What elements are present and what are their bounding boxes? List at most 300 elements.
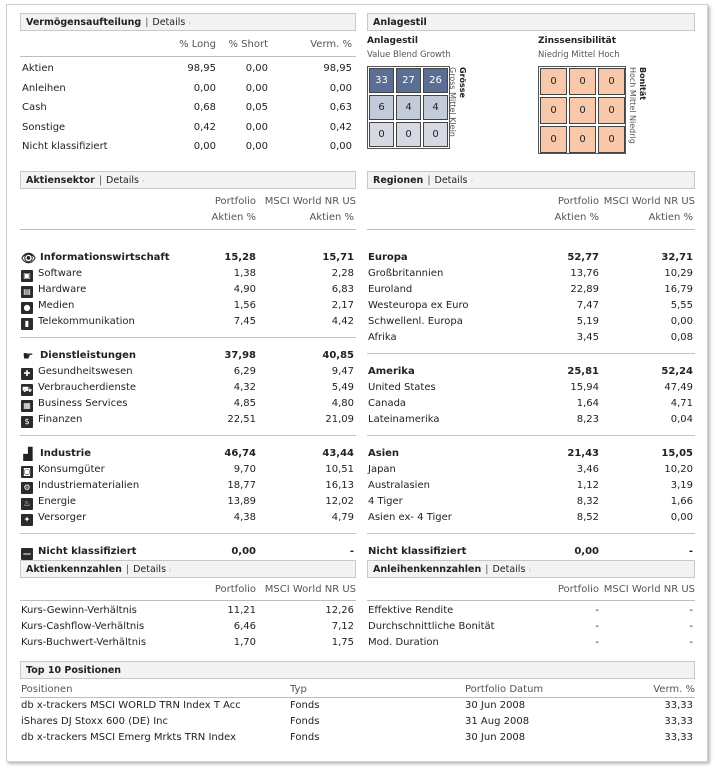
holding-weight: 33,33	[664, 716, 693, 727]
sector-portfolio: 1,38	[233, 268, 256, 279]
allocation-label: Nicht klassifiziert	[22, 141, 108, 152]
hand-icon: ☛	[22, 349, 34, 363]
region-row	[367, 494, 695, 510]
col-short: % Short	[228, 39, 268, 50]
holding-date: 30 Jun 2008	[465, 700, 526, 711]
sector-unclassified-name: Nicht klassifiziert	[38, 546, 137, 557]
top10-col-type: Typ	[290, 684, 307, 695]
stat-row	[20, 635, 356, 651]
fixed-style-cell: 0	[598, 126, 625, 153]
car-icon: ◙	[21, 466, 33, 478]
section-divider	[20, 533, 356, 534]
style-box-header	[367, 13, 695, 31]
region-index: 4,71	[670, 398, 693, 409]
equity-style-cell: 0	[396, 122, 421, 147]
equity-stats-rows	[20, 603, 356, 651]
region-row	[367, 462, 695, 478]
holding-type: Fonds	[290, 716, 320, 727]
regions-title: Regionen	[373, 175, 424, 186]
details-arrow-icon: ›	[141, 177, 145, 185]
stat-portfolio: -	[595, 637, 599, 648]
top10-col-weight: Verm. %	[653, 684, 695, 695]
fixed-quality-labels: Hoch Mittel Niedrig	[628, 67, 637, 144]
region-group-row	[367, 364, 695, 380]
sector-group-index: 40,85	[322, 350, 354, 361]
style-box-panel	[367, 13, 695, 151]
stat-row	[367, 635, 695, 651]
sector-row	[20, 494, 356, 510]
region-index: 0,00	[670, 316, 693, 327]
stat-row	[20, 603, 356, 619]
fixed-style-cell: 0	[540, 126, 567, 153]
sector-index: 21,09	[325, 414, 354, 425]
top10-header	[20, 661, 695, 679]
sector-group-index: 15,71	[322, 252, 354, 263]
region-unclassified-index: -	[688, 546, 693, 557]
fixed-quality-title: Bonität	[638, 67, 647, 101]
sector-portfolio: 4,38	[233, 512, 256, 523]
stat-portfolio: 1,70	[233, 637, 256, 648]
regions-col-portfolio: Portfolio	[557, 196, 599, 207]
holding-date: 30 Jun 2008	[465, 732, 526, 743]
asset-allocation-title: Vermögensaufteilung	[26, 17, 142, 28]
stat-index: 12,26	[325, 605, 354, 616]
stat-index: -	[689, 605, 693, 616]
sector-name: Telekommunikation	[38, 316, 135, 327]
minus-icon: —	[23, 549, 31, 558]
region-portfolio: 22,89	[570, 284, 599, 295]
section-divider	[20, 435, 356, 436]
stat-portfolio: 11,21	[227, 605, 256, 616]
section-divider	[367, 435, 695, 436]
region-portfolio: 3,46	[576, 464, 599, 475]
factory-icon: ▟	[23, 447, 33, 461]
sector-portfolio: 4,85	[233, 398, 256, 409]
fixed-style-cell: 0	[598, 68, 625, 95]
region-group-name: Amerika	[368, 366, 415, 377]
details-arrow-icon: ›	[169, 566, 172, 574]
fixed-style-cell: 0	[598, 97, 625, 124]
sector-col-index-unit: Aktien %	[309, 212, 354, 223]
region-group-row	[367, 250, 695, 266]
holding-type: Fonds	[290, 700, 320, 711]
region-name: United States	[368, 382, 436, 393]
phone-icon: ▮	[21, 318, 33, 330]
sector-name: Gesundheitswesen	[38, 366, 133, 377]
asset-allocation-header: Vermögensaufteilung | Details ›	[20, 13, 356, 31]
asset-allocation-details-link[interactable]: Details	[152, 17, 186, 28]
equity-style-cell: 33	[369, 68, 394, 93]
region-group-index: 15,05	[661, 448, 693, 459]
hardware-icon: ▤	[21, 286, 33, 298]
region-index: 0,00	[670, 512, 693, 523]
sector-name: Business Services	[38, 398, 128, 409]
allocation-short: 0,00	[245, 63, 268, 74]
region-group-name: Europa	[368, 252, 408, 263]
fixed-style-cell: 0	[569, 126, 596, 153]
sector-details-link[interactable]: Details	[106, 175, 139, 186]
sector-row	[20, 396, 356, 412]
equity-stats-col-portfolio: Portfolio	[214, 584, 256, 595]
sector-index: 2,28	[331, 268, 354, 279]
sector-group-portfolio: 37,98	[224, 350, 256, 361]
document-icon: ▦	[21, 400, 33, 412]
region-row	[367, 380, 695, 396]
regions-details-link[interactable]: Details	[434, 175, 468, 186]
sector-col-headers-2	[20, 210, 356, 226]
equity-style-cell: 0	[369, 122, 394, 147]
bond-stats-col-headers	[367, 582, 695, 598]
equity-style-cell: 4	[396, 95, 421, 120]
stat-index: 1,75	[331, 637, 354, 648]
region-portfolio: 13,76	[570, 268, 599, 279]
equity-stats-header: Aktienkennzahlen | Details ›	[20, 560, 356, 578]
region-row	[367, 282, 695, 298]
region-unclassified-row	[367, 544, 695, 560]
allocation-net: 0,00	[329, 82, 352, 94]
sector-group-row	[20, 446, 356, 462]
stat-portfolio: 6,46	[233, 621, 256, 632]
regions-col-portfolio-unit: Aktien %	[554, 212, 599, 223]
top10-title: Top 10 Positionen	[26, 665, 122, 676]
region-group-index: 52,24	[661, 366, 693, 377]
sector-group-name: Informationswirtschaft	[40, 252, 170, 263]
equity-size-title: Grösse	[458, 67, 467, 98]
region-name: 4 Tiger	[368, 496, 403, 507]
details-arrow-icon: ›	[470, 177, 474, 185]
region-index: 0,04	[670, 414, 693, 425]
stat-label: Kurs-Cashflow-Verhältnis	[21, 621, 145, 632]
fixed-style-cell: 0	[540, 68, 567, 95]
health-icon: ✚	[21, 368, 33, 380]
top10-col-headers	[20, 683, 695, 697]
stat-index: -	[689, 637, 693, 648]
equity-style-grid	[367, 66, 450, 149]
regions-col-headers-1	[367, 194, 695, 210]
holding-type: Fonds	[290, 732, 320, 743]
sector-index: 12,02	[325, 496, 354, 507]
microphone-icon: ●	[21, 302, 33, 314]
region-name: Australasien	[368, 480, 430, 491]
stat-portfolio: -	[595, 605, 599, 616]
sector-group-portfolio: 15,28	[224, 252, 256, 263]
sector-row	[20, 266, 356, 282]
region-name: Afrika	[368, 332, 397, 343]
fixed-style-col-labels: Niedrig Mittel Hoch	[538, 50, 620, 60]
sector-name: Medien	[38, 300, 75, 311]
section-divider	[20, 337, 356, 338]
holding-name: db x-trackers MSCI Emerg Mrkts TRN Index	[21, 732, 236, 743]
allocation-short: 0,05	[245, 102, 268, 113]
regions-rows	[367, 250, 695, 560]
sector-row	[20, 364, 356, 380]
region-index: 3,19	[670, 480, 693, 491]
allocation-row	[20, 59, 356, 79]
region-row	[367, 330, 695, 346]
bond-stats-col-index: MSCI World NR US	[603, 584, 695, 595]
asset-allocation-rows	[20, 59, 356, 157]
allocation-short: 0,00	[245, 121, 268, 133]
region-portfolio: 1,64	[576, 398, 599, 409]
sector-portfolio: 7,45	[233, 316, 256, 327]
bond-stats-header: Anleihenkennzahlen | Details ›	[367, 560, 695, 578]
region-index: 1,66	[670, 496, 693, 507]
bond-stats-rows	[367, 603, 695, 651]
region-portfolio: 7,47	[576, 300, 599, 311]
fixed-style-cell: 0	[569, 68, 596, 95]
equity-style-title: Anlagestil	[367, 36, 418, 46]
allocation-long: 0,00	[193, 82, 216, 94]
sector-index: 4,80	[331, 398, 354, 409]
sector-col-headers-1	[20, 194, 356, 210]
sector-panel	[20, 171, 356, 560]
sector-name: Industriematerialien	[38, 480, 140, 491]
holding-date: 31 Aug 2008	[465, 716, 530, 727]
region-portfolio: 8,23	[576, 414, 599, 425]
equity-style-cell: 0	[423, 122, 448, 147]
section-divider	[367, 353, 695, 354]
region-row	[367, 412, 695, 428]
allocation-long: 0,42	[193, 121, 216, 133]
equity-size-labels: Gross Mittel Klein	[448, 67, 457, 137]
region-row	[367, 396, 695, 412]
flame-icon: ♨	[21, 498, 33, 510]
stat-index: 7,12	[331, 621, 354, 632]
region-name: Westeuropa ex Euro	[368, 300, 469, 311]
equity-stats-col-index: MSCI World NR US	[264, 584, 356, 595]
regions-panel	[367, 171, 695, 560]
sector-name: Hardware	[38, 284, 87, 295]
gear-icon: ⚙	[21, 482, 33, 494]
sector-row	[20, 412, 356, 428]
allocation-row	[20, 137, 356, 157]
region-index: 47,49	[664, 382, 693, 393]
software-icon: ▣	[21, 270, 33, 282]
region-group-index: 32,71	[661, 252, 693, 263]
sector-portfolio: 1,56	[233, 300, 256, 311]
section-divider	[367, 533, 695, 534]
equity-stats-panel	[20, 560, 356, 651]
region-row	[367, 510, 695, 526]
allocation-long: 98,95	[187, 63, 216, 74]
allocation-label: Aktien	[22, 63, 54, 74]
equity-style-cell: 6	[369, 95, 394, 120]
sector-index: 4,79	[331, 512, 354, 523]
region-name: Großbritannien	[368, 268, 444, 279]
region-portfolio: 5,19	[576, 316, 599, 327]
sector-index: 10,51	[325, 464, 354, 475]
sector-portfolio: 6,29	[233, 366, 256, 377]
stat-portfolio: -	[595, 621, 599, 632]
sector-row	[20, 462, 356, 478]
sector-unclassified-index: -	[349, 546, 354, 557]
equity-style-cell: 4	[423, 95, 448, 120]
region-name: Asien ex- 4 Tiger	[368, 512, 452, 523]
fixed-style-cell: 0	[569, 97, 596, 124]
equity-stats-title: Aktienkennzahlen	[26, 564, 122, 575]
cart-icon: ⛟	[21, 385, 33, 394]
equity-stats-details-link[interactable]: Details	[133, 564, 167, 575]
sector-portfolio: 4,32	[233, 382, 256, 393]
regions-header: Regionen | Details ›	[367, 171, 695, 189]
dollar-icon: $	[21, 416, 33, 428]
allocation-net: 0,00	[329, 141, 352, 152]
top10-rows	[20, 698, 695, 746]
details-arrow-icon: ›	[528, 566, 532, 574]
sector-row	[20, 282, 356, 298]
sector-name: Software	[38, 268, 83, 279]
bond-stats-title: Anleihenkennzahlen	[373, 564, 482, 575]
allocation-row	[20, 98, 356, 118]
equity-style-cell: 26	[423, 68, 448, 93]
sector-col-index: MSCI World NR US	[264, 196, 356, 207]
sector-portfolio: 13,89	[227, 496, 256, 507]
region-group-row	[367, 446, 695, 462]
region-row	[367, 266, 695, 282]
top10-col-name: Positionen	[21, 684, 73, 695]
portfolio-report	[6, 4, 708, 762]
sector-group-portfolio: 46,74	[224, 448, 256, 459]
col-net: Verm. %	[310, 39, 352, 50]
allocation-row	[20, 79, 356, 99]
fixed-style-cell: 0	[540, 97, 567, 124]
sector-rows	[20, 250, 356, 560]
stat-row	[367, 603, 695, 619]
fixed-style-title: Zinssensibilität	[538, 36, 617, 46]
equity-style-cell: 27	[396, 68, 421, 93]
stat-label: Mod. Duration	[368, 637, 439, 648]
holding-name: db x-trackers MSCI WORLD TRN Index T Acc	[21, 700, 241, 711]
bond-stats-panel	[367, 560, 695, 651]
bond-stats-col-portfolio: Portfolio	[557, 584, 599, 595]
holding-row[interactable]	[20, 698, 695, 714]
holding-weight: 33,33	[664, 700, 693, 711]
sector-row	[20, 510, 356, 526]
bulb-icon: ✦	[21, 514, 33, 526]
regions-col-index-unit: Aktien %	[648, 212, 693, 223]
sector-group-row	[20, 250, 356, 266]
top10-col-date: Portfolio Datum	[465, 684, 544, 695]
region-group-name: Asien	[368, 448, 400, 459]
allocation-short: 0,00	[245, 141, 268, 152]
details-arrow-icon: ›	[188, 19, 192, 27]
region-name: Schwellenl. Europa	[368, 316, 463, 327]
allocation-long: 0,68	[193, 102, 216, 113]
top10-panel	[20, 661, 695, 746]
region-group-portfolio: 21,43	[567, 448, 599, 459]
holding-weight: 33,33	[664, 732, 693, 743]
allocation-label: Cash	[22, 102, 47, 113]
stat-label: Durchschnittliche Bonität	[368, 621, 495, 632]
allocation-label: Anleihen	[22, 82, 66, 94]
holding-name: iShares DJ Stoxx 600 (DE) Inc	[21, 716, 168, 727]
sector-row	[20, 298, 356, 314]
sector-name: Konsumgüter	[38, 464, 105, 475]
sector-row	[20, 380, 356, 396]
sector-unclassified-row	[20, 544, 356, 560]
region-index: 10,20	[664, 464, 693, 475]
regions-col-headers-2	[367, 210, 695, 226]
sector-index: 5,49	[331, 382, 354, 393]
region-unclassified-name: Nicht klassifiziert	[368, 546, 467, 557]
sector-portfolio: 22,51	[227, 414, 256, 425]
sector-portfolio: 18,77	[227, 480, 256, 491]
allocation-row	[20, 118, 356, 138]
region-row	[367, 314, 695, 330]
region-portfolio: 15,94	[570, 382, 599, 393]
sector-name: Energie	[38, 496, 77, 507]
allocation-net: 0,42	[329, 121, 352, 133]
stat-label: Kurs-Gewinn-Verhältnis	[21, 605, 137, 616]
region-name: Lateinamerika	[368, 414, 440, 425]
sector-index: 9,47	[331, 366, 354, 377]
sector-index: 2,17	[331, 300, 354, 311]
sector-group-row	[20, 348, 356, 364]
sector-group-name: Industrie	[40, 448, 91, 459]
sector-portfolio: 9,70	[233, 464, 256, 475]
sector-name: Verbraucherdienste	[38, 382, 137, 393]
stat-row	[367, 619, 695, 635]
sector-index: 6,83	[331, 284, 354, 295]
allocation-net: 98,95	[323, 63, 352, 74]
col-long: % Long	[179, 39, 216, 50]
region-name: Japan	[368, 464, 396, 475]
sector-col-portfolio-unit: Aktien %	[211, 212, 256, 223]
region-name: Euroland	[368, 284, 413, 295]
region-group-portfolio: 52,77	[567, 252, 599, 263]
style-box-title: Anlagestil	[373, 17, 427, 28]
eye-icon: 👁	[21, 251, 37, 265]
sector-index: 16,13	[325, 480, 354, 491]
region-portfolio: 3,45	[576, 332, 599, 343]
sector-index: 4,42	[331, 316, 354, 327]
holding-row[interactable]	[20, 714, 695, 730]
region-index: 0,08	[670, 332, 693, 343]
sector-group-name: Dienstleistungen	[40, 350, 137, 361]
allocation-net: 0,63	[329, 102, 352, 113]
sector-header: Aktiensektor | Details ›	[20, 171, 356, 189]
sector-row	[20, 478, 356, 494]
sector-col-portfolio: Portfolio	[214, 196, 256, 207]
region-row	[367, 298, 695, 314]
holding-row[interactable]	[20, 730, 695, 746]
sector-portfolio: 4,90	[233, 284, 256, 295]
stat-index: -	[689, 621, 693, 632]
stat-row	[20, 619, 356, 635]
region-unclassified-portfolio: 0,00	[574, 546, 599, 557]
region-row	[367, 478, 695, 494]
stat-label: Effektive Rendite	[368, 605, 454, 616]
equity-style-col-labels: Value Blend Growth	[367, 50, 451, 60]
sector-group-index: 43,44	[322, 448, 354, 459]
region-portfolio: 1,12	[576, 480, 599, 491]
region-index: 10,29	[664, 268, 693, 279]
asset-allocation-column-headers	[20, 37, 356, 53]
sector-title: Aktiensektor	[26, 175, 95, 186]
sector-name: Versorger	[38, 512, 87, 523]
sector-name: Finanzen	[38, 414, 83, 425]
allocation-long: 0,00	[193, 141, 216, 152]
region-group-portfolio: 25,81	[567, 366, 599, 377]
region-portfolio: 8,32	[576, 496, 599, 507]
region-index: 16,79	[664, 284, 693, 295]
stat-label: Kurs-Buchwert-Verhältnis	[21, 637, 147, 648]
bond-stats-details-link[interactable]: Details	[492, 564, 526, 575]
regions-col-index: MSCI World NR US	[603, 196, 695, 207]
allocation-label: Sonstige	[22, 121, 66, 133]
region-index: 5,55	[670, 300, 693, 311]
equity-stats-col-headers	[20, 582, 356, 598]
